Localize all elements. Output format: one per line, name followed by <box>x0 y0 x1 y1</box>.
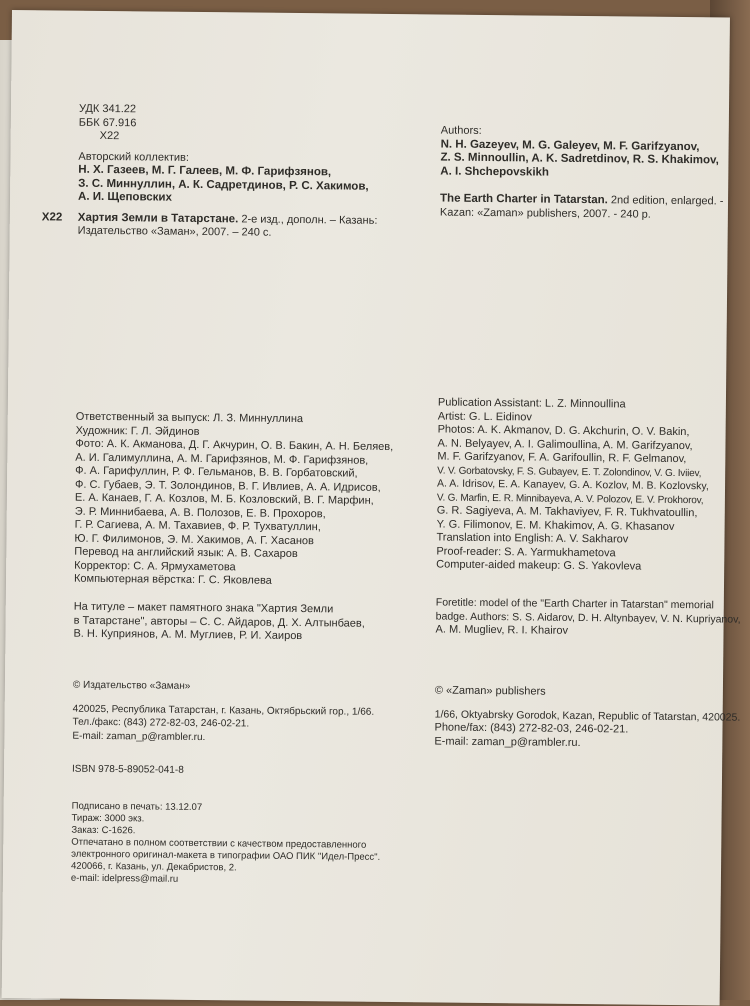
credit-line: Proof-reader: S. A. Yarmukhametova <box>436 544 616 559</box>
address-line: 1/66, Oktyabrsky Gorodok, Kazan, Republic of Tatarstan, 420025. <box>434 707 741 724</box>
bbk-code: ББК 67.916 <box>78 116 137 129</box>
credit-line: Photos: A. K. Akmanov, D. G. Akchurin, O. V. Bakin, <box>437 423 690 439</box>
udk-code: УДК 341.22 <box>78 102 137 116</box>
catalog-code: X22 <box>41 210 63 224</box>
imprint-line: Отпечатано в полном соответствии с качеством предоставленного <box>71 836 367 851</box>
imprint-line: Подписано в печать: 13.12.07 <box>71 800 203 814</box>
address-line: E-mail: zaman_p@rambler.ru. <box>434 734 581 749</box>
foretitle-line: На титуле – макет памятного знака "Хартия Земли <box>73 600 334 616</box>
address-line: 420025, Республика Татарстан, г. Казань, Октябрьский гор., 1/66. <box>72 703 375 718</box>
credit-line: A. N. Belyayev, A. I. Galimoullina, A. M. Garifzyanov, <box>437 436 693 452</box>
credit-line: Фото: А. К. Акманова, Д. Г. Акчурин, О. В. Бакин, А. Н. Беляев, <box>75 437 394 454</box>
credit-line: A. A. Idrisov, E. A. Kanayev, G. A. Kozlov, M. B. Kozlovsky, <box>437 477 709 493</box>
author-line: A. I. Shchepovskikh <box>440 164 550 179</box>
credit-line: Г. Р. Сагиева, А. М. Тахавиев, Ф. Р. Тухватуллин, <box>74 518 321 534</box>
credit-line: А. И. Галимуллина, А. М. Гарифзянов, М. Ф. Гарифзянов, <box>75 451 369 467</box>
imprint-line: Заказ: С-1626. <box>71 824 136 837</box>
foretitle-line: в Татарстане", авторы – С. С. Айдаров, Д. Х. Алтынбаев, <box>73 614 365 630</box>
author-line: Z. S. Minnoullin, A. K. Sadretdinov, R. S. Khakimov, <box>440 151 719 167</box>
collective-label: Авторский коллектив: <box>78 150 190 164</box>
foretitle-line: Foretitle: model of the "Earth Charter in Tatarstan" memorial <box>435 596 714 612</box>
isbn-block <box>72 763 432 780</box>
credit-line: Ю. Г. Филимонов, Э. М. Хакимов, А. Г. Хасанов <box>74 532 315 547</box>
left-foretitle <box>73 601 433 645</box>
author-line: З. С. Миннуллин, А. К. Садретдинов, Р. С. Хакимов, <box>78 177 369 193</box>
right-header <box>440 124 741 222</box>
author-line: А. И. Щеповских <box>77 190 172 204</box>
author-mark: X22 <box>99 129 120 143</box>
credit-line: Ф. С. Губаев, Э. Т. Золондинов, В. Г. Ивлиев, А. А. Идрисов, <box>74 478 381 494</box>
foretitle-line: В. Н. Куприянов, А. М. Муглиев, Р. И. Хаиров <box>73 627 303 643</box>
credit-line: Перевод на английский язык: А. В. Сахаров <box>74 545 298 561</box>
credit-line: V. V. Gorbatovsky, F. S. Gubayev, E. T. Zolondinov, V. G. Iviiev, <box>437 464 702 479</box>
credit-line: Artist: G. L. Eidinov <box>437 409 532 423</box>
imprint-line: Тираж: 3000 экз. <box>71 812 145 825</box>
address-line: E-mail: zaman_p@rambler.ru. <box>72 730 206 743</box>
imprint-block <box>71 801 432 889</box>
author-line: Н. Х. Газеев, М. Г. Галеев, М. Ф. Гарифзянов, <box>78 163 332 179</box>
foretitle-line: A. M. Mugliev, R. I. Khairov <box>435 623 569 637</box>
credit-line: Компьютерная вёрстка: Г. С. Яковлева <box>73 572 272 587</box>
left-credits <box>74 411 436 590</box>
book-title-ru: Хартия Земли в Татарстане. <box>77 211 239 225</box>
publisher-line-en: Kazan: «Zaman» publishers, 2007. - 240 p. <box>439 205 651 221</box>
imprint-line: электронного оригинал-макета в типографии ОАО ПИК "Идел-Пресс". <box>71 848 381 863</box>
author-line: N. H. Gazeyev, M. G. Galeyev, M. F. Garifzyanov, <box>440 137 700 153</box>
left-header <box>41 102 439 242</box>
edition-info-en: 2nd edition, enlarged. - <box>607 194 724 208</box>
credit-line: Ответственный за выпуск: Л. З. Миннуллина <box>75 410 304 426</box>
publisher-line-ru: Издательство «Заман», 2007. – 240 с. <box>77 224 272 239</box>
credit-line: Translation into English: A. V. Sakharov <box>436 531 629 546</box>
credit-line: Computer-aided makeup: G. S. Yakovleva <box>436 558 642 573</box>
credit-line: Y. G. Filimonov, E. M. Khakimov, A. G. Khasanov <box>436 517 675 533</box>
copyright-ru: © Издательство «Заман» <box>72 679 191 692</box>
credit-line: G. R. Sagiyeva, A. M. Takhaviyev, F. R. Tukhvatoullin, <box>436 504 698 520</box>
right-publisher-block <box>434 684 741 751</box>
credit-line: Ф. А. Гарифуллин, Р. Ф. Гельманов, В. В. Горбатовский, <box>75 464 358 480</box>
edition-info-ru: 2-е изд., дополн. – Казань: <box>238 212 378 227</box>
address-line: Тел./факс: (843) 272-82-03, 246-02-21. <box>72 716 250 730</box>
left-publisher-block <box>72 679 433 747</box>
credit-line: Художник: Г. Л. Эйдинов <box>75 424 200 438</box>
credit-line: Э. Р. Миннибаева, А. В. Полозов, Е. В. Прохоров, <box>74 505 326 520</box>
credit-line: M. F. Garifzyanov, F. A. Garifoullin, R. F. Gelmanov, <box>437 450 687 466</box>
credit-line: V. G. Marfin, E. R. Minnibayeva, A. V. Polozov, E. V. Prokhorov, <box>436 491 704 506</box>
foretitle-line: badge. Authors: S. S. Aidarov, D. H. Altynbayev, V. N. Kupriyanov, <box>435 609 741 626</box>
right-credits <box>436 396 738 575</box>
address-line: Phone/fax: (843) 272-82-03, 246-02-21. <box>434 721 629 736</box>
isbn: ISBN 978-5-89052-041-8 <box>71 763 184 776</box>
imprint-line: 420066, г. Казань, ул. Декабристов, 2. <box>70 860 237 874</box>
right-foretitle <box>435 596 741 640</box>
authors-label: Authors: <box>440 124 482 137</box>
imprint-line: e-mail: idelpress@mail.ru <box>70 872 179 885</box>
credit-line: Publication Assistant: L. Z. Minnoullina <box>437 396 626 411</box>
credit-line: Корректор: С. А. Ярмухаметова <box>74 559 236 573</box>
credit-line: Е. А. Канаев, Г. А. Козлов, М. Б. Козловский, В. Г. Марфин, <box>74 491 374 507</box>
book-title-en: The Earth Charter in Tatarstan. <box>439 192 608 207</box>
book-page <box>2 10 741 1005</box>
copyright-en: © «Zaman» publishers <box>434 684 546 698</box>
